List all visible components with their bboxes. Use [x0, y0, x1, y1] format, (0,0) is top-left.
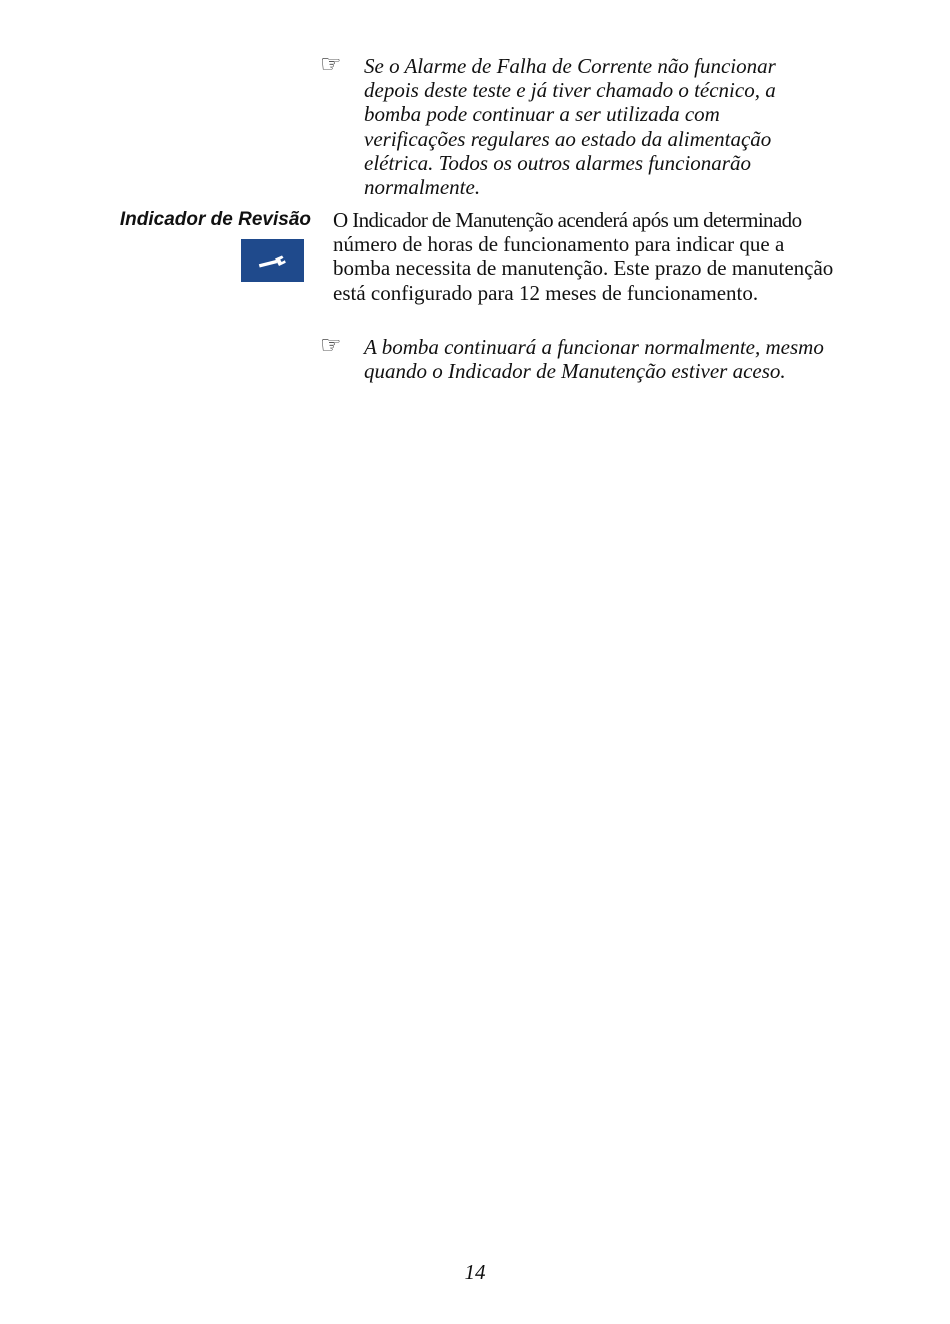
- pointing-hand-icon: ☞: [320, 331, 342, 359]
- paragraph-rest: número de horas de funcionamento para indicar que a bomba necessita de manutenção. Este prazo de manutenção está configurado para 12 meses de funcionamento.: [333, 232, 834, 305]
- wrench-glyph: [256, 251, 290, 271]
- note-text: Se o Alarme de Falha de Corrente não funcionar depois deste teste e já tiver chamado o técnico, a bomba pode continuar a ser utilizada com verificações regulares ao estado da alimentação elétrica. Todos os outros alarmes funcionarão normalmente.: [364, 54, 776, 200]
- pointing-hand-icon: ☞: [320, 50, 342, 78]
- note-pump-continues: [320, 331, 824, 384]
- note-text: A bomba continuará a funcionar normalmente, mesmo quando o Indicador de Manutenção estiver aceso.: [364, 335, 824, 384]
- section-heading: Indicador de Revisão: [119, 209, 311, 230]
- note-power-failure-alarm: [320, 50, 824, 200]
- wrench-icon: [241, 239, 304, 282]
- service-indicator-paragraph: [333, 208, 838, 305]
- page-number: 14: [464, 1260, 486, 1284]
- paragraph-first-line: O Indicador de Manutenção acenderá após um determinado: [333, 208, 802, 232]
